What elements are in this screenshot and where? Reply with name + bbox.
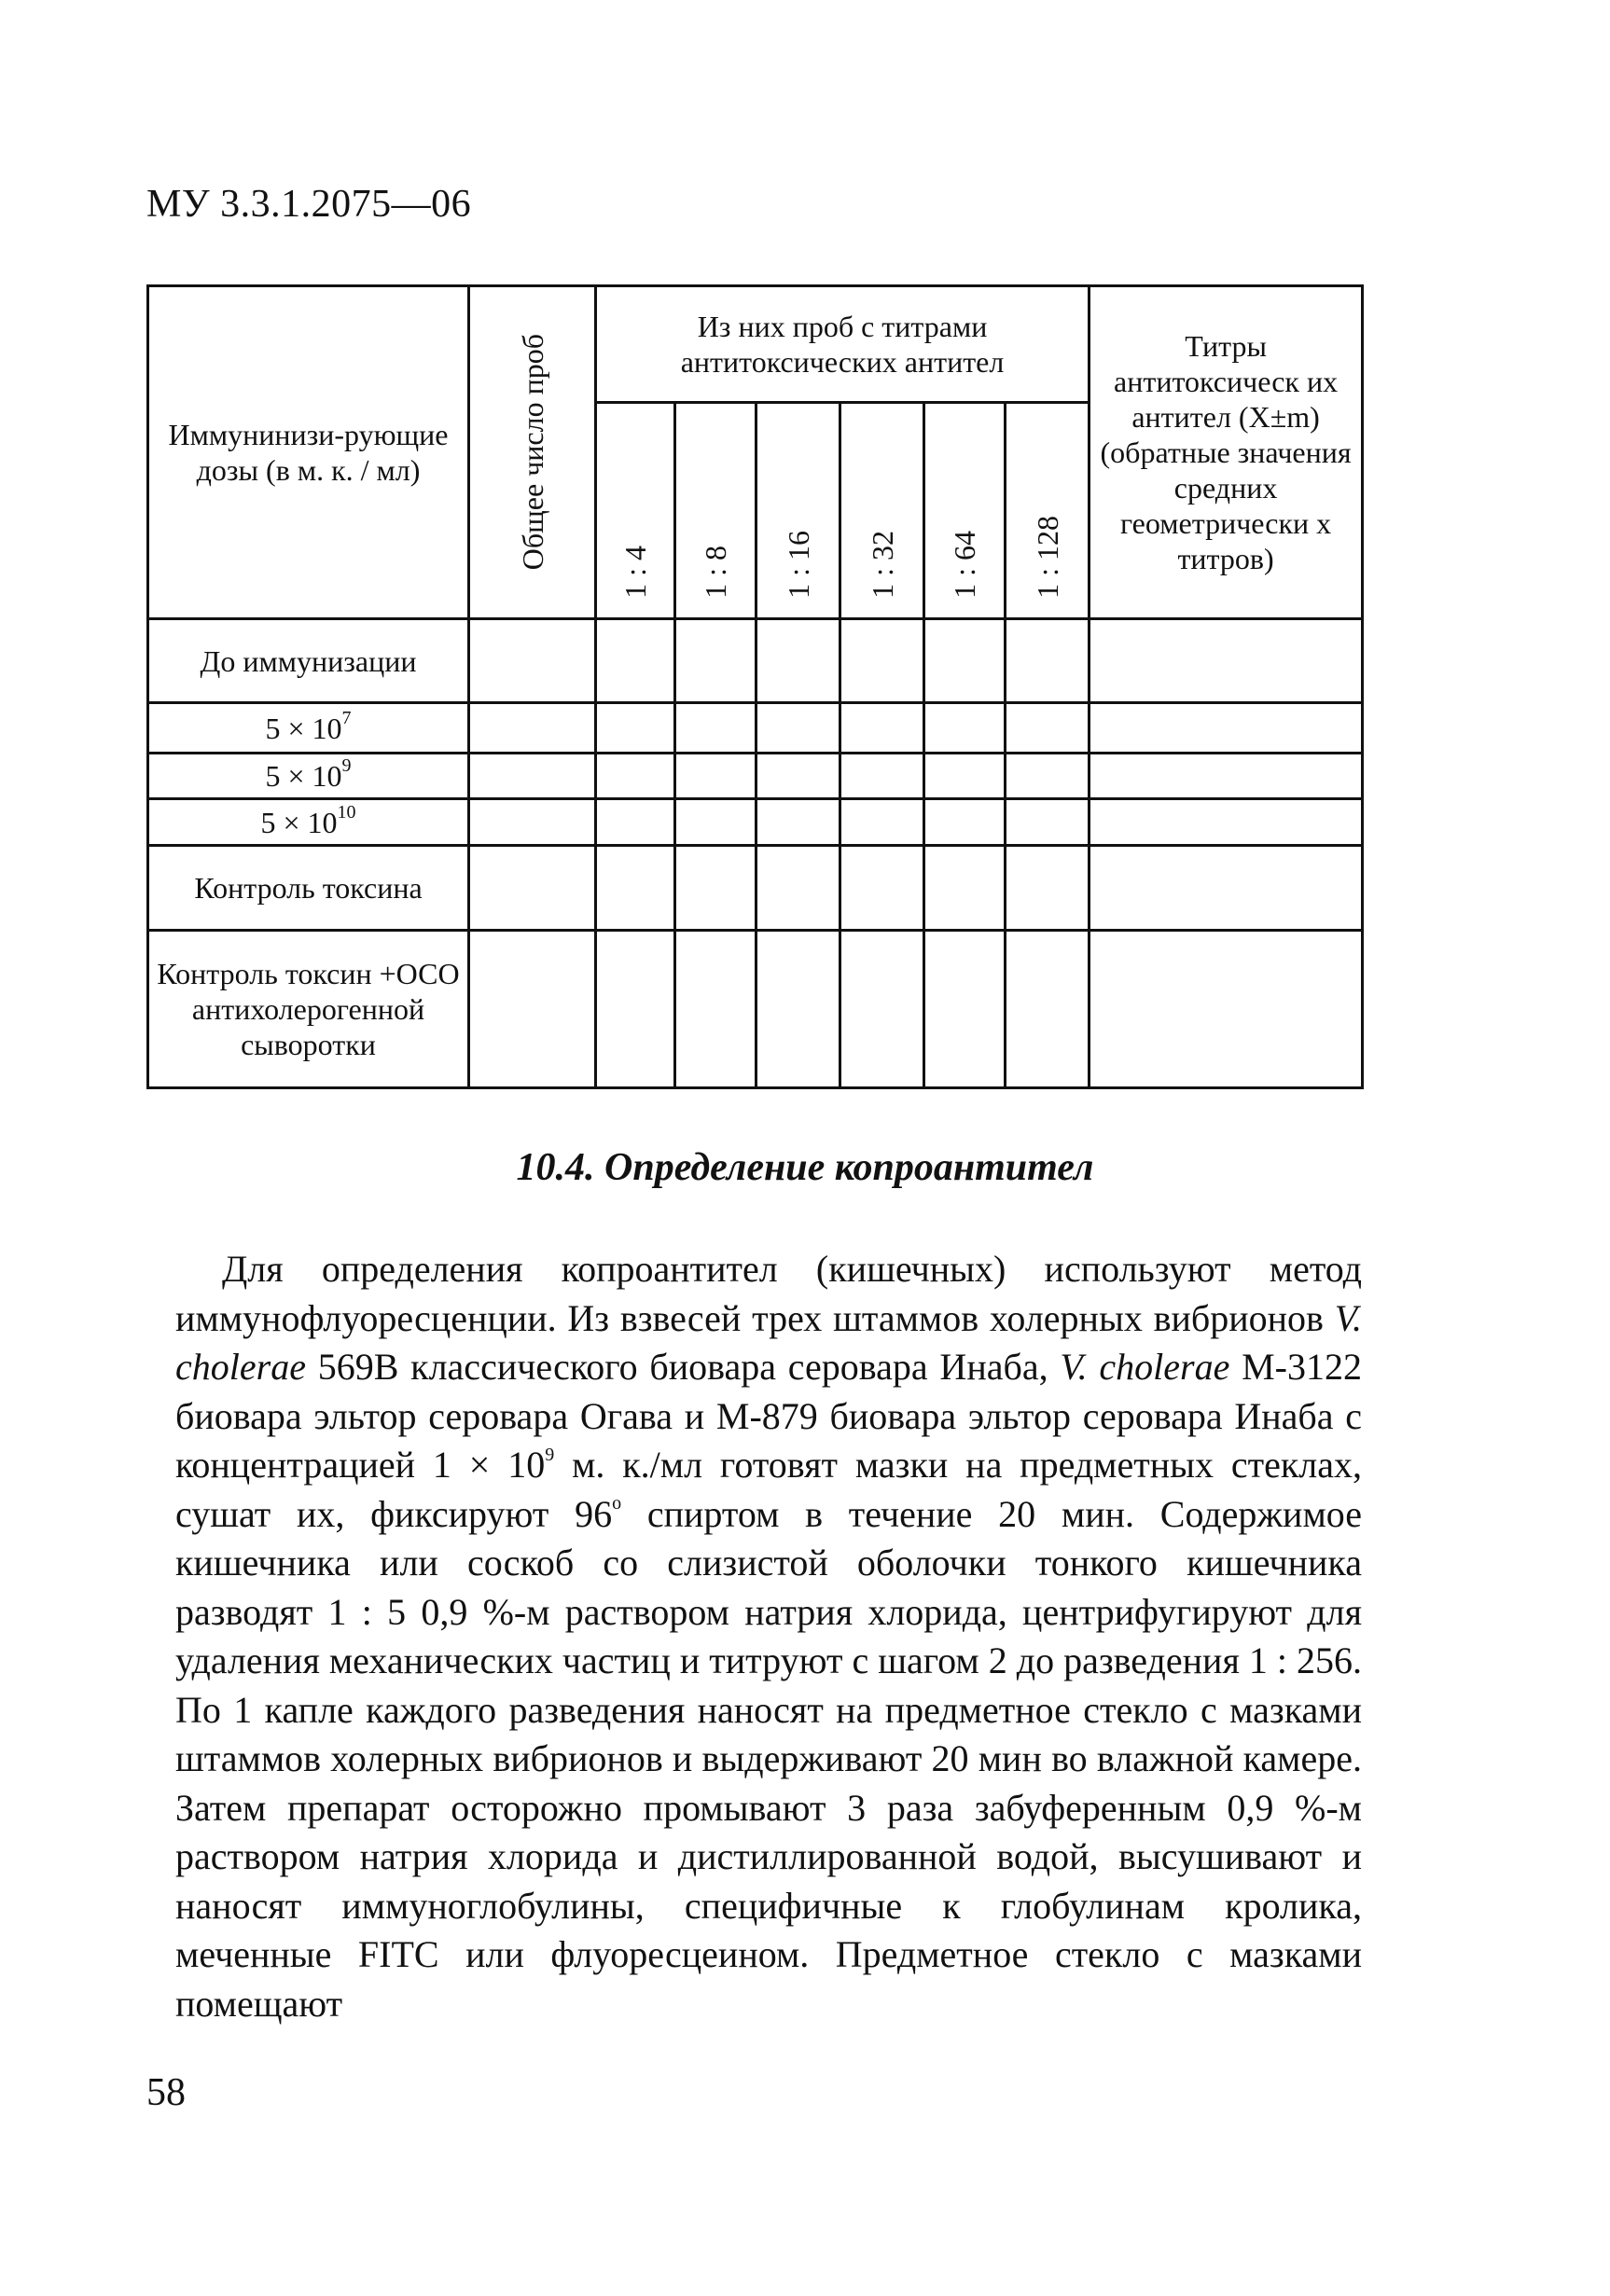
table-row bbox=[148, 799, 1363, 846]
row-label: До иммунизации bbox=[148, 619, 469, 703]
document-code: МУ 3.3.1.2075—06 bbox=[146, 183, 472, 226]
row-label: $5 \times 10^{10}$ bbox=[148, 799, 469, 846]
ratio-1-64: 1 : 64 bbox=[924, 403, 1006, 619]
section-title: 10.4. Определение копроантител bbox=[516, 1146, 1094, 1189]
titer-table bbox=[146, 284, 1361, 1086]
ratio-1-128: 1 : 128 bbox=[1006, 403, 1090, 619]
ratio-1-4: 1 : 4 bbox=[596, 403, 675, 619]
table-row bbox=[148, 754, 1363, 799]
header-total: Общее число проб bbox=[469, 286, 596, 619]
table-row bbox=[148, 846, 1363, 931]
ratio-1-8: 1 : 8 bbox=[675, 403, 756, 619]
row-label: Контроль токсина bbox=[148, 846, 469, 931]
table-row bbox=[148, 703, 1363, 754]
body-paragraph: Для определения копроантител (кишечных) используют метод иммунофлуоресценции. Из взвесей трех штаммов холерных вибрионов V. cholerae 569В классического биовара серовара Инаба, V. cholerae М-3122 биовара эльтор серовара Огава и М-879 биовара эльтор серовара Инаба с концентрацией $1 \times 10^9$ м. к./мл готовят мазки на предметных стеклах, сушат их, фиксируют $96^о$ спиртом в течение 20 мин. Содержимое кишечника или соскоб со слизистой оболочки тонкого кишечника разводят 1 : 5 0,9 %-м раствором натрия хлорида, центрифугируют для удаления механических частиц и титруют с шагом 2 до разведения 1 : 256. По 1 капле каждого разведения наносят на предметное стекло с мазками штаммов холерных вибрионов и выдерживают 20 мин во влажной камере. Затем препарат осторожно промывают 3 раза забуференным 0,9 %-м раствором натрия хлорида и дистиллированной водой, высушивают и наносят иммуноглобулины, специфичные к глобулинам кролика, меченные FITC или флуоресцеином. Предметное стекло с мазками помещают bbox=[175, 1248, 1362, 2025]
header-group: Из них проб с титрами антитоксических антител bbox=[596, 286, 1090, 403]
page-number: 58 bbox=[146, 2071, 186, 2114]
row-label: $5 \times 10^9$ bbox=[148, 754, 469, 799]
header-doses: Иммунинизи-рующие дозы (в м. к. / мл) bbox=[148, 286, 469, 619]
row-label: Контроль токсин +ОСО антихолерогенной сыворотки bbox=[148, 931, 469, 1088]
ratio-1-32: 1 : 32 bbox=[840, 403, 924, 619]
row-label: $5 \times 10^7$ bbox=[148, 703, 469, 754]
ratio-1-16: 1 : 16 bbox=[756, 403, 840, 619]
table-row bbox=[148, 619, 1363, 703]
table-row bbox=[148, 931, 1363, 1088]
header-titers: Титры антитоксическ их антител (X±m) (обратные значения средних геометрически х титров) bbox=[1090, 286, 1363, 619]
